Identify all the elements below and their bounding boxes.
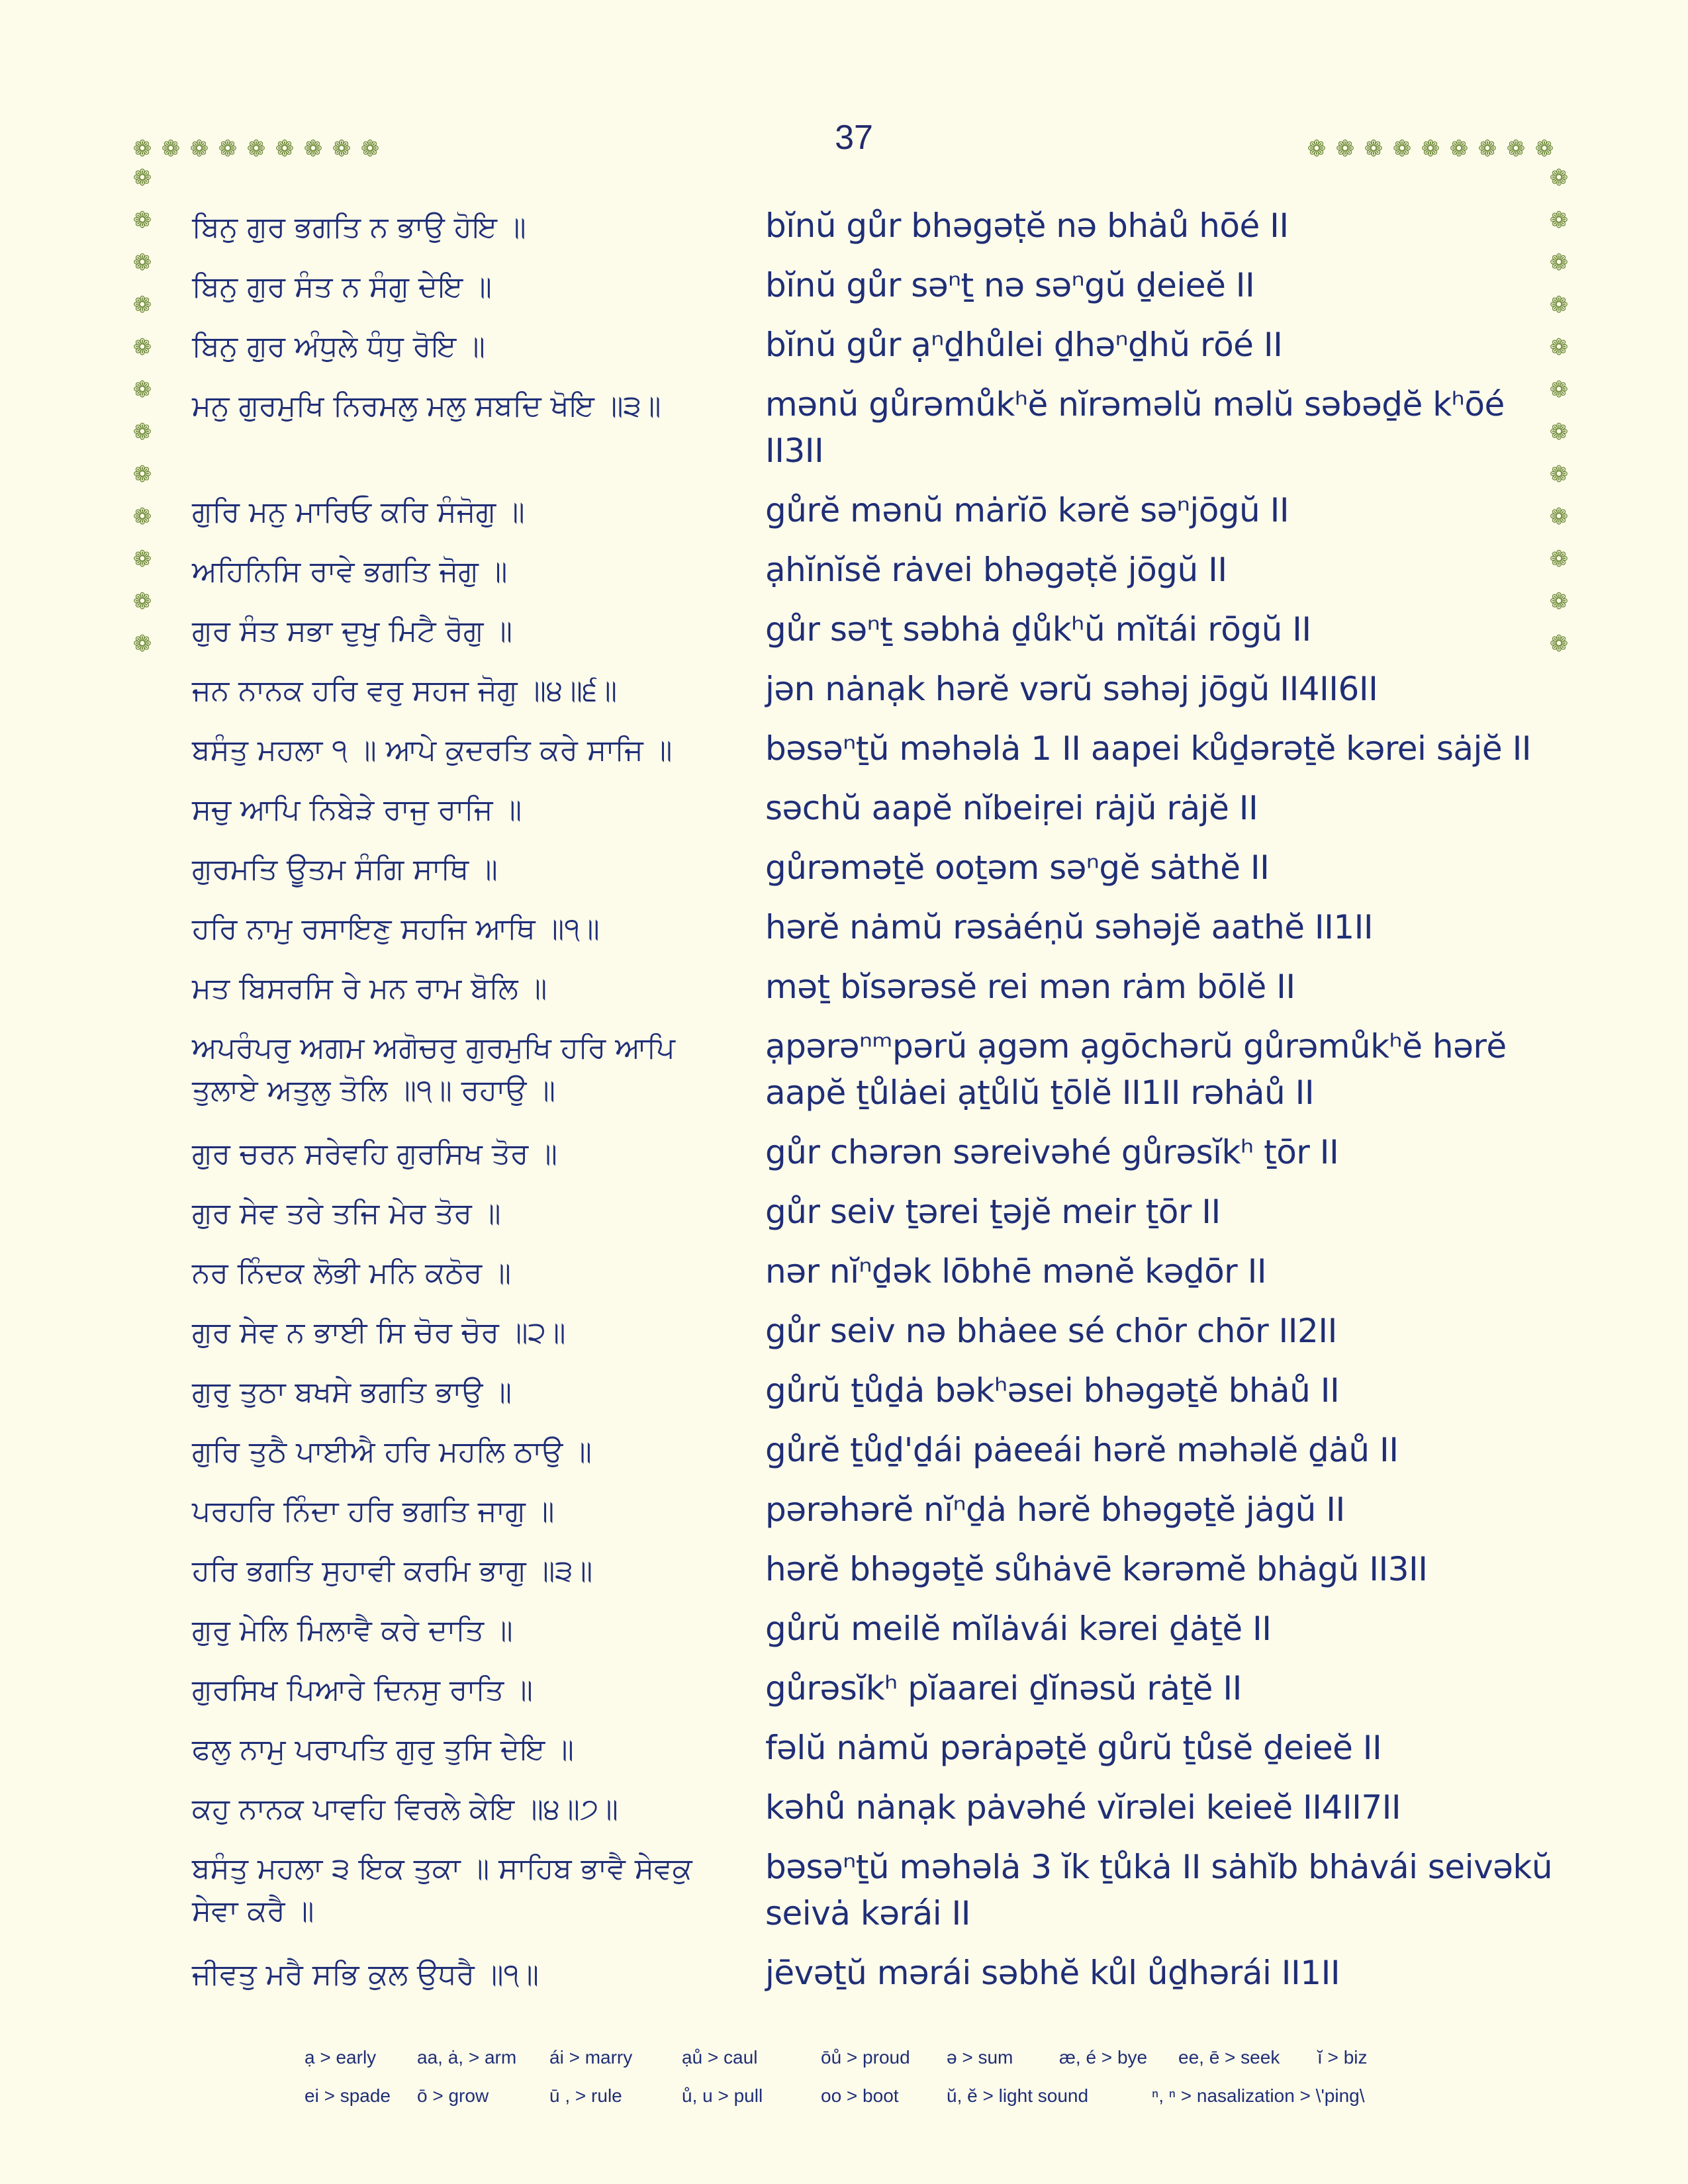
transliteration-line: gůr səⁿṯ səbhȧ ḏůkʰŭ mĭtái rōgŭ II (765, 610, 1311, 649)
transliteration-line: hərĕ bhəgəṯĕ sůhȧvē kərəmĕ bhȧgŭ II3II (765, 1550, 1428, 1588)
flower-ornament-icon: ❁ (1449, 136, 1469, 162)
flower-ornament-icon: ❁ (303, 136, 323, 162)
transliteration-line: pərəhərĕ nĭⁿḏȧ hərĕ bhəgəṯĕ jȧgŭ II (765, 1490, 1345, 1529)
legend-item: ə > sum (947, 2047, 1013, 2068)
flower-ornament-icon: ❁ (132, 334, 152, 361)
legend-item: ū , > rule (549, 2085, 622, 2106)
transliteration-line: gůrəməṯĕ ooṯəm səⁿgĕ sȧthĕ II (765, 848, 1270, 887)
legend-item: aa, ȧ, > arm (417, 2047, 517, 2068)
gurmukhi-line: ਬਿਨੁ ਗੁਰ ਸੰਤ ਨ ਸੰਗੁ ਦੇਇ ॥ (192, 270, 492, 304)
transliteration-line: jən nȧnạk hərĕ vərŭ səhəj jōgŭ II4II6II (765, 670, 1378, 708)
flower-ornament-icon: ❁ (1549, 631, 1569, 657)
flower-ornament-icon: ❁ (1549, 250, 1569, 276)
flower-ornament-icon: ❁ (332, 136, 352, 162)
gurmukhi-line: ਸਚੁ ਆਪਿ ਨਿਬੇੜੇ ਰਾਜੁ ਰਾਜਿ ॥ (192, 793, 522, 827)
flower-ornament-icon: ❁ (1549, 461, 1569, 488)
transliteration-line: gůr seiv ṯərei ṯəjĕ meir ṯōr II (765, 1193, 1221, 1231)
flower-ornament-icon: ❁ (1307, 136, 1327, 162)
transliteration-line: kəhů nȧnạk pȧvəhé vĭrəlei keieĕ II4II7II (765, 1788, 1401, 1827)
gurmukhi-line: ਗੁਰ ਸੰਤ ਸਭਾ ਦੁਖੁ ਮਿਟੈ ਰੋਗੁ ॥ (192, 614, 513, 648)
page-number: 37 (835, 118, 873, 157)
flower-ornament-icon: ❁ (161, 136, 181, 162)
gurmukhi-line: ਬਿਨੁ ਗੁਰ ਅੰਧੁਲੇ ਧੰਧੁ ਰੋਇ ॥ (192, 330, 485, 363)
transliteration-line: ạpərəⁿᵐpərŭ ạgəm ạgōchərŭ gůrəmůkʰĕ hərĕ aapĕ ṯůlȧei ạṯůlŭ ṯōlĕ II1II rəhȧů II (765, 1027, 1507, 1112)
gurmukhi-line: ਕਹੁ ਨਾਨਕ ਪਾਵਹਿ ਵਿਰਲੇ ਕੇਇ ॥੪॥੭॥ (192, 1792, 618, 1826)
legend-item: ạů > caul (682, 2047, 758, 2068)
flower-ornament-icon: ❁ (1549, 334, 1569, 361)
verse-row (0, 258, 1688, 318)
gurmukhi-line: ਹਰਿ ਭਗਤਿ ਸੁਹਾਵੀ ਕਰਮਿ ਭਾਗੁ ॥੩॥ (192, 1554, 593, 1588)
transliteration-line: gůr seiv nə bhȧee sé chōr chōr II2II (765, 1312, 1337, 1350)
flower-ornament-icon: ❁ (189, 136, 209, 162)
transliteration-line: gůr chərən səreivəhé gůrəsĭkʰ ṯōr II (765, 1133, 1339, 1171)
transliteration-line: bəsəⁿṯŭ məhəlȧ 1 II aapei kůḏərəṯĕ kərei sȧjĕ II (765, 729, 1532, 768)
legend-row-2 (305, 2077, 1496, 2115)
flower-ornament-icon: ❁ (132, 461, 152, 488)
flower-ornament-icon: ❁ (132, 546, 152, 572)
verse-row (0, 1019, 1688, 1125)
flower-ornament-icon: ❁ (246, 136, 266, 162)
verse-row (0, 1482, 1688, 1542)
gurmukhi-line: ਗੁਰਸਿਖ ਪਿਆਰੇ ਦਿਨਸੁ ਰਾਤਿ ॥ (192, 1673, 533, 1707)
transliteration-line: nər nĭⁿḏək lōbhē mənĕ kəḏōr II (765, 1252, 1267, 1291)
gurmukhi-line: ਅਹਿਨਿਸਿ ਰਾਵੇ ਭਗਤਿ ਜੋਗੁ ॥ (192, 555, 508, 588)
gurmukhi-line: ਗੁਰੁ ਤੁਠਾ ਬਖਸੇ ਭਗਤਿ ਭਾਉ ॥ (192, 1375, 512, 1409)
verse-row (0, 602, 1688, 662)
flower-ornament-icon: ❁ (1549, 546, 1569, 572)
legend-item: ĭ > biz (1317, 2047, 1368, 2068)
transliteration-line: fəlŭ nȧmŭ pərȧpəṯĕ gůrŭ ṯůsĕ ḏeieĕ II (765, 1729, 1382, 1767)
flower-ornament-icon: ❁ (132, 207, 152, 234)
verse-row (0, 960, 1688, 1019)
flower-ornament-icon: ❁ (1421, 136, 1440, 162)
transliteration-line: gůrŭ meilĕ mĭlȧvái kərei ḏȧṯĕ II (765, 1610, 1272, 1648)
flower-ornament-icon: ❁ (1534, 136, 1554, 162)
flower-ornament-icon: ❁ (1364, 136, 1383, 162)
gurmukhi-line: ਮਨੁ ਗੁਰਮੁਖਿ ਨਿਰਮਲੁ ਮਲੁ ਸਬਦਿ ਖੋਇ ॥੩॥ (192, 389, 661, 423)
gurmukhi-line: ਗੁਰਿ ਮਨੁ ਮਾਰਿਓ ਕਰਿ ਸੰਜੋਗੁ ॥ (192, 495, 525, 529)
legend-item: oo > boot (821, 2085, 899, 2106)
legend-item: ŭ, ĕ > light sound (947, 2085, 1089, 2106)
gurmukhi-line: ਮਤ ਬਿਸਰਸਿ ਰੇ ਮਨ ਰਾਮ ਬੋਲਿ ॥ (192, 972, 547, 1005)
gurmukhi-line: ਫਲੁ ਨਾਮੁ ਪਰਾਪਤਿ ਗੁਰੁ ਤੁਸਿ ਦੇਇ ॥ (192, 1733, 574, 1766)
transliteration-line: bəsəⁿṯŭ məhəlȧ 3 ĭk ṯůkȧ II sȧhĭb bhȧvái seivəkŭ seivȧ kərái II (765, 1848, 1553, 1933)
flower-ornament-icon: ❁ (132, 292, 152, 318)
transliteration-line: səchŭ aapĕ nĭbeiṛei rȧjŭ rȧjĕ II (765, 789, 1258, 827)
legend-item: ạ > early (305, 2047, 377, 2068)
gurmukhi-line: ਜਨ ਨਾਨਕ ਹਰਿ ਵਰੁ ਸਹਜ ਜੋਗੁ ॥੪॥੬॥ (192, 674, 618, 707)
gurmukhi-line: ਗੁਰੁ ਮੇਲਿ ਮਿਲਾਵੈ ਕਰੇ ਦਾਤਿ ॥ (192, 1614, 513, 1647)
verse-list (0, 199, 1688, 2005)
transliteration-line: bĭnŭ gůr səⁿṯ nə səⁿgŭ ḏeieĕ II (765, 266, 1255, 304)
transliteration-line: bĭnŭ gůr ạⁿḏhůlei ḏhəⁿḏhŭ rōé II (765, 326, 1283, 364)
transliteration-line: gůrəsĭkʰ pĭaarei ḏĭnəsŭ rȧṯĕ II (765, 1669, 1242, 1707)
transliteration-line: gůrĕ mənŭ mȧrĭō kərĕ səⁿjōgŭ II (765, 491, 1289, 529)
flower-ornament-icon: ❁ (1335, 136, 1355, 162)
flower-ornament-icon: ❁ (1506, 136, 1526, 162)
gurmukhi-line: ਗੁਰ ਚਰਨ ਸਰੇਵਹਿ ਗੁਰਸਿਖ ਤੋਰ ॥ (192, 1137, 557, 1171)
gurmukhi-line: ਪਰਹਰਿ ਨਿੰਦਾ ਹਰਿ ਭਗਤਿ ਜਾਗੁ ॥ (192, 1494, 555, 1528)
flower-ornament-icon: ❁ (132, 377, 152, 403)
flower-ornament-icon: ❁ (132, 588, 152, 615)
transliteration-line: məṯ bĭsərəsĕ rei mən rȧm bōlĕ II (765, 968, 1295, 1006)
verse-row (0, 1840, 1688, 1946)
verse-row (0, 543, 1688, 602)
verse-row (0, 1721, 1688, 1780)
flower-ornament-icon: ❁ (1549, 419, 1569, 445)
verse-row (0, 1423, 1688, 1482)
flower-ornament-icon: ❁ (1477, 136, 1497, 162)
verse-row (0, 841, 1688, 900)
flower-ornament-icon: ❁ (132, 631, 152, 657)
verse-row (0, 377, 1688, 483)
flower-ornament-icon: ❁ (1549, 292, 1569, 318)
legend-item: ⁿ, ⁿ > nasalization > \'ping\ (1152, 2085, 1365, 2106)
flower-ornament-icon: ❁ (1549, 588, 1569, 615)
legend-item: ō > grow (417, 2085, 489, 2106)
gurmukhi-line: ਗੁਰਿ ਤੁਠੈ ਪਾਈਐ ਹਰਿ ਮਹਲਿ ਠਾਉ ॥ (192, 1435, 592, 1469)
transliteration-line: hərĕ nȧmŭ rəsȧéṇŭ səhəjĕ aathĕ II1II (765, 908, 1374, 946)
verse-row (0, 662, 1688, 721)
gurmukhi-line: ਗੁਰਮਤਿ ਊਤਮ ਸੰਗਿ ਸਾਥਿ ॥ (192, 852, 498, 886)
transliteration-line: gůrŭ ṯůḏȧ bəkʰəsei bhəgəṯĕ bhȧů II (765, 1371, 1340, 1410)
verse-row (0, 1602, 1688, 1661)
legend-item: ōů > proud (821, 2047, 910, 2068)
verse-row (0, 483, 1688, 543)
transliteration-line: jēvəṯŭ mərái səbhĕ kůl ůḏhərái II1II (765, 1954, 1340, 1992)
verse-row (0, 1304, 1688, 1363)
legend-item: æ, é > bye (1059, 2047, 1148, 2068)
transliteration-line: ạhĭnĭsĕ rȧvei bhəgəṭĕ jōgŭ II (765, 551, 1227, 589)
gurmukhi-line: ਜੀਵਤੁ ਮਰੈ ਸਭਿ ਕੁਲ ਉਧਰੈ ॥੧॥ (192, 1958, 539, 1991)
verse-row (0, 781, 1688, 841)
verse-row (0, 1946, 1688, 2005)
verse-row (0, 1244, 1688, 1304)
gurmukhi-line: ਗੁਰ ਸੇਵ ਨ ਭਾਈ ਸਿ ਚੋਰ ਚੋਰ ॥੨॥ (192, 1316, 566, 1349)
transliteration-line: mənŭ gůrəmůkʰĕ nĭrəməlŭ məlŭ səbəḏĕ kʰōé II3II (765, 385, 1505, 470)
verse-row (0, 1125, 1688, 1185)
verse-row (0, 1363, 1688, 1423)
verse-row (0, 721, 1688, 781)
legend-item: ái > marry (549, 2047, 633, 2068)
verse-row (0, 1185, 1688, 1244)
verse-row (0, 318, 1688, 377)
verse-row (0, 1542, 1688, 1602)
gurmukhi-line: ਹਰਿ ਨਾਮੁ ਰਸਾਇਣੁ ਸਹਜਿ ਆਥਿ ॥੧॥ (192, 912, 600, 946)
verse-row (0, 199, 1688, 258)
flower-ornament-icon: ❁ (1549, 504, 1569, 530)
flower-ornament-icon: ❁ (132, 504, 152, 530)
pronunciation-legend (305, 2038, 1496, 2115)
legend-row-1 (305, 2038, 1496, 2077)
verse-row (0, 900, 1688, 960)
gurmukhi-line: ਬਸੰਤੁ ਮਹਲਾ ੩ ਇਕ ਤੁਕਾ ॥ ਸਾਹਿਬ ਭਾਵੈ ਸੇਵਕੁ ਸੇਵਾ ਕਰੈ ॥ (192, 1852, 692, 1928)
flower-ornament-icon: ❁ (1549, 207, 1569, 234)
flower-ornament-icon: ❁ (132, 250, 152, 276)
flower-ornament-icon: ❁ (1549, 377, 1569, 403)
gurmukhi-line: ਬਿਨੁ ਗੁਰ ਭਗਤਿ ਨ ਭਾਉ ਹੋਇ ॥ (192, 210, 526, 244)
gurmukhi-line: ਨਰ ਨਿੰਦਕ ਲੋਭੀ ਮਨਿ ਕਠੋਰ ॥ (192, 1256, 511, 1290)
flower-ornament-icon: ❁ (132, 136, 152, 162)
flower-ornament-icon: ❁ (1392, 136, 1412, 162)
transliteration-line: gůrĕ ṯůḏ'ḏái pȧeeái hərĕ məhəlĕ ḏȧů II (765, 1431, 1399, 1469)
legend-item: ei > spade (305, 2085, 391, 2106)
gurmukhi-line: ਗੁਰ ਸੇਵ ਤਰੇ ਤਜਿ ਮੇਰ ਤੋਰ ॥ (192, 1197, 501, 1230)
flower-ornament-icon: ❁ (132, 165, 152, 191)
flower-ornament-icon: ❁ (132, 419, 152, 445)
flower-ornament-icon: ❁ (360, 136, 380, 162)
gurmukhi-line: ਬਸੰਤੁ ਮਹਲਾ ੧ ॥ ਆਪੇ ਕੁਦਰਤਿ ਕਰੇ ਸਾਜਿ ॥ (192, 733, 673, 767)
transliteration-line: bĭnŭ gůr bhəgəṭĕ nə bhȧů hōé II (765, 206, 1289, 245)
gurmukhi-line: ਅਪਰੰਪਰੁ ਅਗਮ ਅਗੋਚਰੁ ਗੁਰਮੁਖਿ ਹਰਿ ਆਪਿ ਤੁਲਾਏ ਅਤੁਲੁ ਤੋਲਿ ॥੧॥ ਰਹਾਉ ॥ (192, 1031, 675, 1107)
verse-row (0, 1661, 1688, 1721)
verse-row (0, 1780, 1688, 1840)
flower-ornament-icon: ❁ (275, 136, 295, 162)
legend-item: ee, ē > seek (1178, 2047, 1280, 2068)
flower-ornament-icon: ❁ (1549, 165, 1569, 191)
legend-item: ů, u > pull (682, 2085, 763, 2106)
flower-ornament-icon: ❁ (218, 136, 238, 162)
